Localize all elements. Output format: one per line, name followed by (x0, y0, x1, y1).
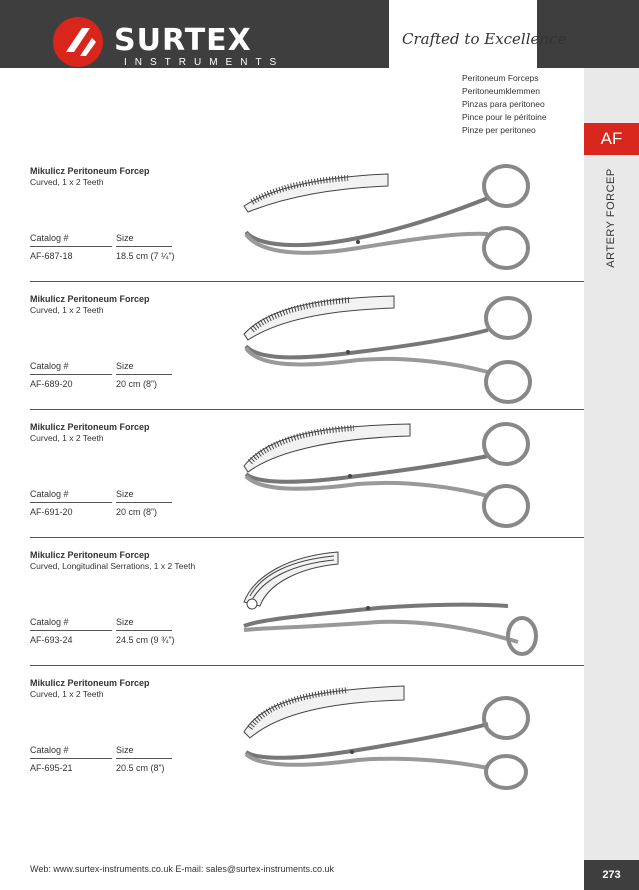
brand-subtitle: INSTRUMENTS (124, 57, 285, 68)
product-title: Mikulicz Peritoneum Forcep (30, 550, 150, 560)
product-description: Curved, 1 x 2 Teeth (30, 305, 104, 315)
size-underline (116, 246, 172, 247)
catalog-underline (30, 374, 112, 375)
catalog-underline (30, 630, 112, 631)
catalog-underline (30, 502, 112, 503)
forcep-illustration (238, 674, 538, 792)
product-entry (0, 162, 584, 290)
brand-name: SURTEX (114, 23, 252, 58)
page-number: 273 (584, 860, 639, 890)
product-title: Mikulicz Peritoneum Forcep (30, 422, 150, 432)
catalog-label: Catalog # (30, 617, 69, 627)
catalog-underline (30, 758, 112, 759)
size-underline (116, 758, 172, 759)
size-value: 20.5 cm (8”) (116, 763, 165, 773)
size-underline (116, 502, 172, 503)
language-list (462, 72, 547, 137)
size-label: Size (116, 617, 134, 627)
language-item: Peritoneumklemmen (462, 86, 540, 96)
section-divider (30, 409, 584, 410)
product-description: Curved, 1 x 2 Teeth (30, 177, 104, 187)
product-entry (0, 418, 584, 546)
catalog-number: AF-689-20 (30, 379, 73, 389)
section-divider (30, 537, 584, 538)
product-description: Curved, 1 x 2 Teeth (30, 689, 104, 699)
forcep-illustration (238, 162, 538, 280)
catalog-underline (30, 246, 112, 247)
size-value: 20 cm (8”) (116, 379, 158, 389)
section-label: ARTERY FORCEP (605, 168, 617, 268)
product-entry (0, 674, 584, 802)
size-label: Size (116, 489, 134, 499)
catalog-number: AF-695-21 (30, 763, 73, 773)
product-title: Mikulicz Peritoneum Forcep (30, 294, 150, 304)
size-label: Size (116, 233, 134, 243)
catalog-number: AF-693-24 (30, 635, 73, 645)
language-item: Pinze per peritoneo (462, 125, 536, 135)
size-value: 18.5 cm (7 ¼”) (116, 251, 175, 261)
catalog-label: Catalog # (30, 489, 69, 499)
catalog-number: AF-687-18 (30, 251, 73, 261)
language-item: Pinzas para peritoneo (462, 99, 545, 109)
forcep-illustration (238, 290, 538, 408)
catalog-label: Catalog # (30, 233, 69, 243)
product-description: Curved, Longitudinal Serrations, 1 x 2 Teeth (30, 561, 196, 571)
size-underline (116, 630, 172, 631)
section-divider (30, 281, 584, 282)
size-value: 20 cm (8”) (116, 507, 158, 517)
product-title: Mikulicz Peritoneum Forcep (30, 678, 150, 688)
surtex-logo-icon (52, 16, 104, 68)
catalog-number: AF-691-20 (30, 507, 73, 517)
section-tab: AF (584, 123, 639, 155)
size-underline (116, 374, 172, 375)
catalog-label: Catalog # (30, 361, 69, 371)
product-entry (0, 546, 584, 674)
language-item: Pince pour le péritoine (462, 112, 547, 122)
forcep-illustration (238, 546, 538, 664)
product-entry (0, 290, 584, 418)
forcep-illustration (238, 418, 538, 536)
language-item: Peritoneum Forceps (462, 73, 539, 83)
size-label: Size (116, 361, 134, 371)
footer-contact: Web: www.surtex-instruments.co.uk E-mail: sales@surtex-instruments.co.uk (30, 864, 335, 874)
catalog-label: Catalog # (30, 745, 69, 755)
product-description: Curved, 1 x 2 Teeth (30, 433, 104, 443)
product-title: Mikulicz Peritoneum Forcep (30, 166, 150, 176)
section-divider (30, 665, 584, 666)
brand-tagline: Crafted to Excellence (402, 30, 567, 48)
size-label: Size (116, 745, 134, 755)
size-value: 24.5 cm (9 ¾”) (116, 635, 175, 645)
